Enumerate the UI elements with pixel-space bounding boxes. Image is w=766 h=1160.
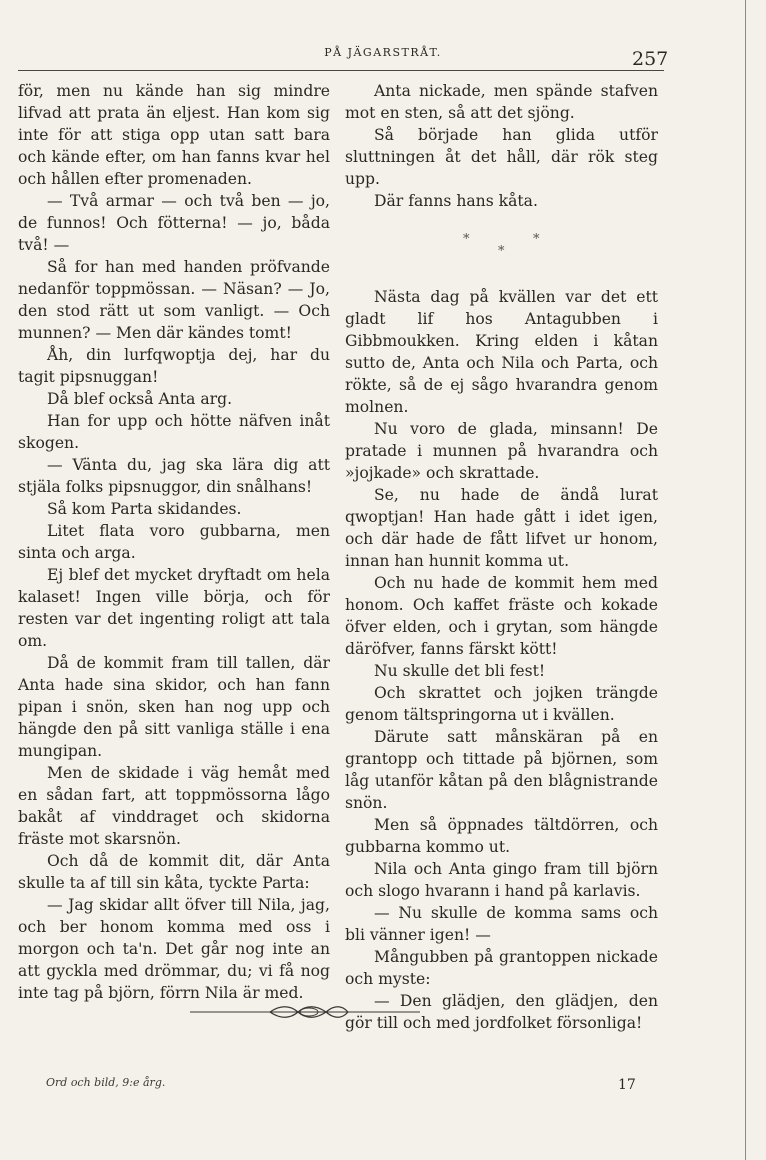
running-head: PÅ JÄGARSTRÅT. (324, 46, 442, 59)
paragraph: Nästa dag på kvällen var det ett gladt lif hos Antagubben i Gibbmoukken. Kring elden i kåtan sutto de, Anta och Nila och Parta, och rökte, så de ej sågo hvarandra genom molnen. (345, 288, 658, 416)
paragraph: Så kom Parta skidandes. (47, 500, 242, 518)
paragraph: Se, nu hade de ändå lurat qwoptjan! Han hade gått i idet igen, och där hade de fått lifvet ur honom, innan han hunnit komma ut. (345, 486, 658, 570)
paragraph: Anta nickade, men spände stafven mot en sten, så att det sjöng. (345, 82, 658, 122)
paragraph: — Vänta du, jag ska lära dig att stjäla folks pipsnuggor, din snålhans! (18, 456, 330, 496)
paragraph: Då blef också Anta arg. (47, 390, 233, 408)
paragraph: Men så öppnades tältdörren, och gubbarna kommo ut. (345, 816, 658, 856)
paragraph: Ej blef det mycket dryftadt om hela kalaset! Ingen ville börja, och för resten var det ingenting roligt att tala om. (18, 566, 330, 650)
tailpiece-ornament (190, 1004, 420, 1020)
header-rule (18, 70, 664, 71)
paragraph: — Den glädjen, den glädjen, den gör till och med jordfolket försonliga! (345, 992, 658, 1032)
paragraph: Och nu hade de kommit hem med honom. Och kaffet fräste och kokade öfver elden, och i grytan, som hängde däröfver, fanns färskt kött! (345, 574, 658, 658)
paragraph: Mångubben på grantoppen nickade och myste: (345, 948, 658, 988)
paragraph: Litet flata voro gubbarna, men sinta och arga. (18, 522, 330, 562)
paragraph: Därute satt månskäran på en grantopp och tittade på björnen, som låg utanför kåtan på den blågnistrande snön. (345, 728, 658, 812)
paragraph: Nu voro de glada, minsann! De pratade i munnen på hvarandra och »jojkade» och skrattade. (345, 420, 658, 482)
page-edge (745, 0, 746, 1160)
asterisk: * (498, 244, 505, 259)
paragraph: Men de skidade i väg hemåt med en sådan fart, att toppmössorna lågo bakåt af vinddraget och skidorna fräste mot skarsnön. (18, 764, 330, 848)
paragraph: Och skrattet och jojken trängde genom tältspringorna ut i kvällen. (345, 684, 658, 724)
paragraph: Där fanns hans kåta. (374, 192, 538, 210)
page-number: 257 (632, 48, 669, 70)
paragraph: Då de kommit fram till tallen, där Anta hade sina skidor, och han fann pipan i snön, sken han nog upp och hängde den på sitt vanliga ställe i ena mungipan. (18, 654, 330, 760)
source-footer: Ord och bild, 9:e årg. (46, 1076, 166, 1089)
asterisk: * (533, 232, 540, 247)
paragraph: Åh, din lurfqwoptja dej, har du tagit pipsnuggan! (18, 346, 330, 386)
paragraph: Nu skulle det bli fest! (374, 662, 546, 680)
paragraph: Och då de kommit dit, där Anta skulle ta af till sin kåta, tyckte Parta: (18, 852, 330, 892)
paragraph: för, men nu kände han sig mindre lifvad att prata än eljest. Han kom sig inte för att stiga opp utan satt bara och kände efter, om han fanns kvar hel och hållen efter promenaden. (18, 82, 330, 188)
paragraph: Så började han glida utför sluttningen åt det håll, där rök steg upp. (345, 126, 658, 188)
paragraph: — Två armar — och två ben — jo, de funnos! Och fötterna! — jo, båda två! — (18, 192, 330, 254)
asterisk: * (463, 232, 470, 247)
paragraph: Nila och Anta gingo fram till björn och slogo hvarann i hand på karlavis. (345, 860, 658, 900)
section-break (345, 227, 658, 259)
signature-mark: 17 (618, 1077, 636, 1093)
paragraph: — Jag skidar allt öfver till Nila, jag, och ber honom komma med oss i morgon och ta'n. Det går nog inte an att gyckla med drömmar, du; vi få nog inte tag på björn, förrn Nila är med. (18, 896, 330, 1002)
paragraph: — Nu skulle de komma sams och bli vänner igen! — (345, 904, 658, 944)
left-column (18, 80, 330, 1004)
paragraph: Han for upp och hötte näfven inåt skogen. (18, 412, 330, 452)
paragraph: Så for han med handen pröfvande nedanför toppmössan. — Näsan? — Jo, den stod rätt ut som vanligt. — Och munnen? — Men där kändes tomt! (18, 258, 330, 342)
right-column (345, 80, 658, 1034)
